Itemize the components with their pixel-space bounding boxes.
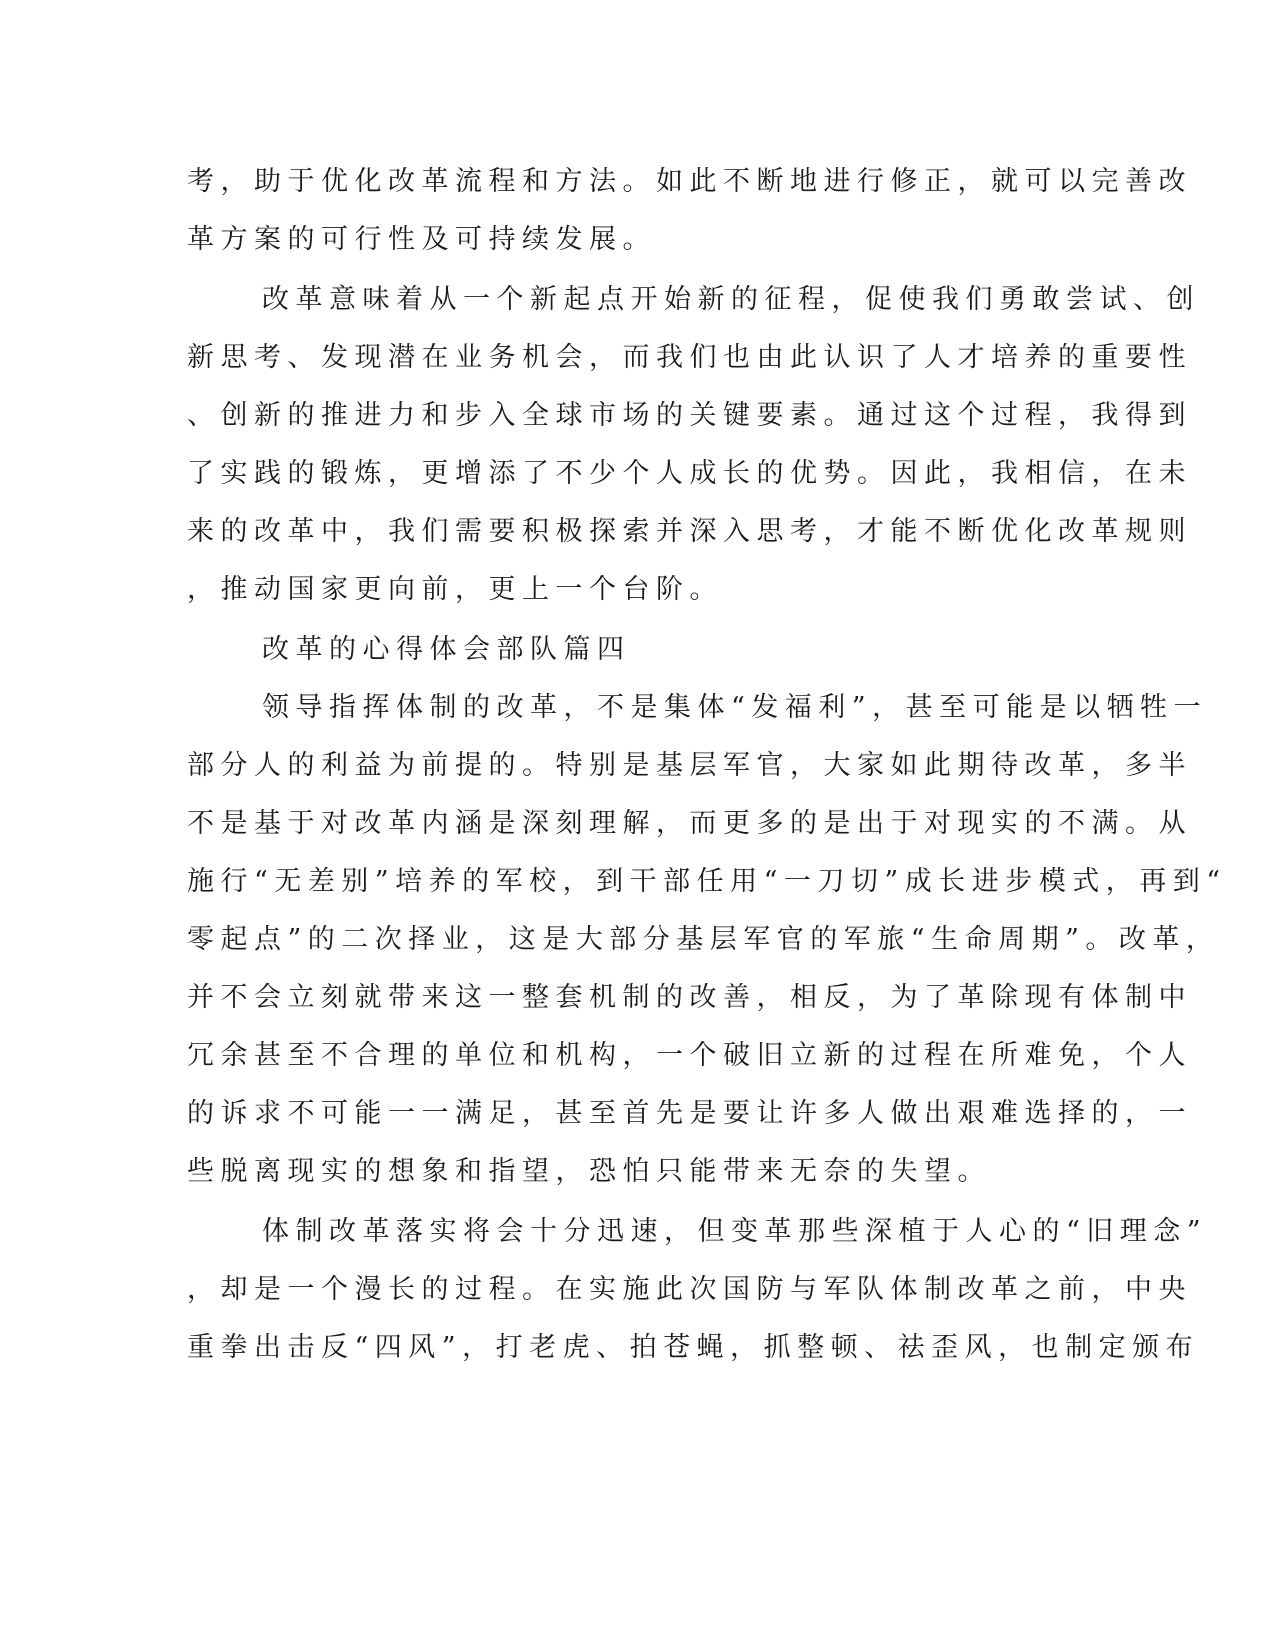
text-line: 革方案的可行性及可持续发展。 bbox=[187, 224, 656, 255]
section-heading: 改革的心得体会部队篇四 bbox=[262, 634, 631, 665]
text-line: 的诉求不可能一一满足，甚至首先是要让许多人做出艰难选择的，一 bbox=[187, 1098, 1192, 1129]
text-line: 并不会立刻就带来这一整套机制的改善，相反，为了革除现有体制中 bbox=[187, 982, 1192, 1013]
text-line: 部分人的利益为前提的。特别是基层军官，大家如此期待改革，多半 bbox=[187, 750, 1192, 781]
text-line: 重拳出击反“四风”，打老虎、拍苍蝇，抓整顿、祛歪风，也制定颁布 bbox=[187, 1332, 1200, 1363]
text-line: 零起点”的二次择业，这是大部分基层军官的军旅“生命周期”。改革， bbox=[187, 924, 1220, 955]
paragraph-start-line: 领导指挥体制的改革，不是集体“发福利”，甚至可能是以牺牲一 bbox=[262, 692, 1208, 723]
text-line: 不是基于对改革内涵是深刻理解，而更多的是出于对现实的不满。从 bbox=[187, 808, 1192, 839]
text-line: 冗余甚至不合理的单位和机构，一个破旧立新的过程在所难免，个人 bbox=[187, 1040, 1192, 1071]
text-line: 来的改革中，我们需要积极探索并深入思考，才能不断优化改革规则 bbox=[187, 516, 1192, 547]
paragraph-start-line: 改革意味着从一个新起点开始新的征程，促使我们勇敢尝试、创 bbox=[262, 284, 1200, 315]
text-line: 新思考、发现潜在业务机会，而我们也由此认识了人才培养的重要性 bbox=[187, 342, 1192, 373]
text-line: 考，助于优化改革流程和方法。如此不断地进行修正，就可以完善改 bbox=[187, 166, 1192, 197]
paragraph-start-line: 体制改革落实将会十分迅速，但变革那些深植于人心的“旧理念” bbox=[262, 1216, 1208, 1247]
text-line: ，推动国家更向前，更上一个台阶。 bbox=[187, 574, 723, 605]
text-line: 施行“无差别”培养的军校，到干部任用“一刀切”成长进步模式，再到“ bbox=[187, 866, 1227, 897]
text-line: 、创新的推进力和步入全球市场的关键要素。通过这个过程，我得到 bbox=[187, 400, 1192, 431]
text-line: 了实践的锻炼，更增添了不少个人成长的优势。因此，我相信，在未 bbox=[187, 458, 1192, 489]
text-line: ，却是一个漫长的过程。在实施此次国防与军队体制改革之前，中央 bbox=[187, 1274, 1192, 1305]
text-line: 些脱离现实的想象和指望，恐怕只能带来无奈的失望。 bbox=[187, 1156, 991, 1187]
